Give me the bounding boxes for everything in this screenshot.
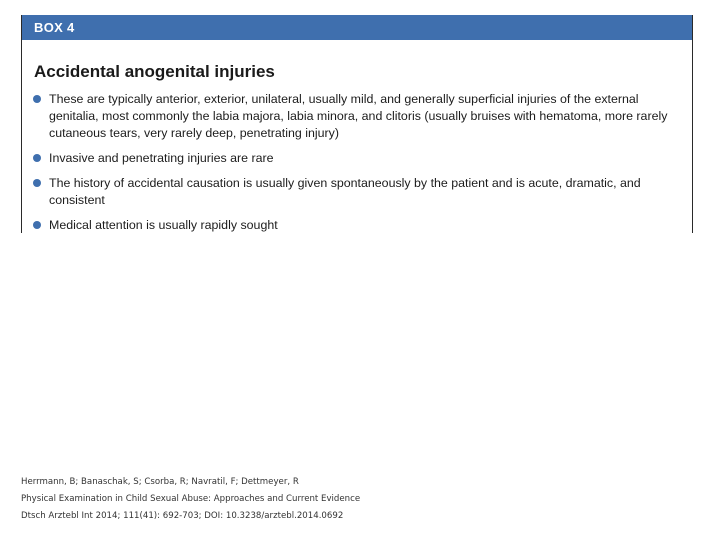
bullet-list xyxy=(32,91,682,242)
list-item-text: Invasive and penetrating injuries are rare xyxy=(49,151,274,165)
box-label: BOX 4 xyxy=(22,15,692,40)
info-box xyxy=(21,15,693,233)
box-title: Accidental anogenital injuries xyxy=(34,62,275,81)
bullet-icon xyxy=(33,95,41,103)
list-item xyxy=(32,217,682,234)
list-item-text: These are typically anterior, exterior, unilateral, usually mild, and generally superficial injuries of the external genitalia, most commonly the labia majora, labia minora, and clitoris (usually bruises with hematoma, more rarely cutaneous tears, very rarely deep, penetrating injury) xyxy=(49,92,668,140)
citation-reference: Dtsch Arztebl Int 2014; 111(41): 692-703; DOI: 10.3238/arztebl.2014.0692 xyxy=(21,511,344,521)
bullet-icon xyxy=(33,179,41,187)
citation xyxy=(21,474,360,525)
list-item-text: Medical attention is usually rapidly sought xyxy=(49,218,278,232)
list-item xyxy=(32,175,682,209)
list-item xyxy=(32,150,682,167)
bullet-icon xyxy=(33,221,41,229)
bullet-icon xyxy=(33,154,41,162)
citation-authors: Herrmann, B; Banaschak, S; Csorba, R; Navratil, F; Dettmeyer, R xyxy=(21,477,299,487)
list-item xyxy=(32,91,682,142)
list-item-text: The history of accidental causation is usually given spontaneously by the patient and is acute, dramatic, and consistent xyxy=(49,176,641,207)
citation-title: Physical Examination in Child Sexual Abuse: Approaches and Current Evidence xyxy=(21,494,361,504)
